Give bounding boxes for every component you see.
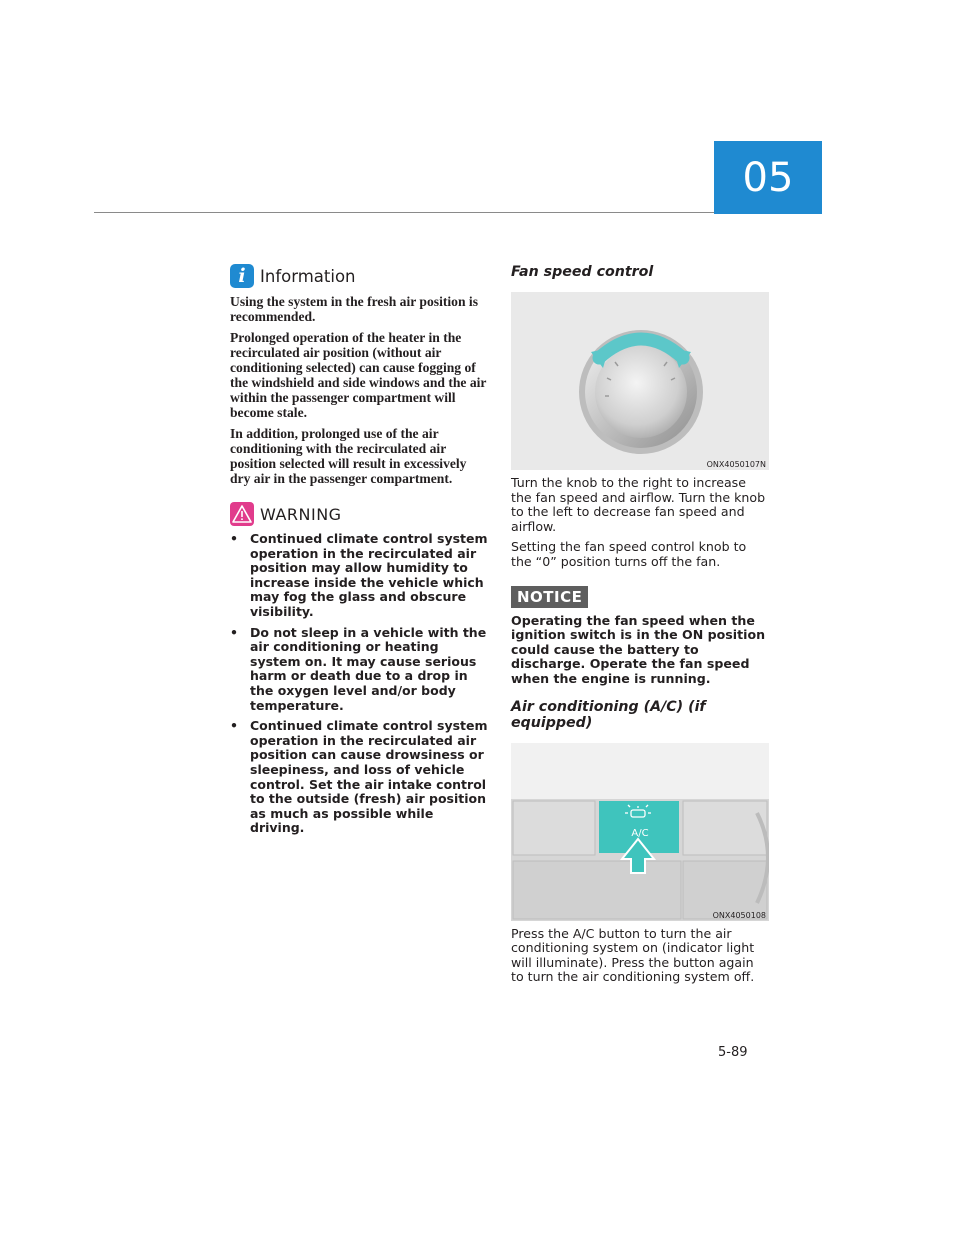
chapter-tab (714, 141, 822, 214)
information-title: Information (260, 266, 356, 286)
warning-header (230, 502, 488, 526)
ac-button-label: A/C (631, 827, 649, 839)
figure-code: ONX4050108 (712, 910, 766, 920)
warning-item: • Do not sleep in a vehicle with the air conditioning or heating system on. It may cause serious harm or death due to a drop in the oxygen level and/or body temperature. (230, 626, 488, 714)
warning-item: • Continued climate control system operation in the recirculated air position may allow humidity to increase inside the vehicle which may fog the glass and obscure visibility. (230, 532, 488, 620)
information-paragraph: Prolonged operation of the heater in the recirculated air position (without air conditioning selected) can cause fogging of the windshield and side windows and the air within the passenger compartment will become stale. (230, 330, 487, 420)
figure-code: ONX4050107N (706, 460, 766, 469)
warning-triangle-icon (230, 502, 254, 526)
warning-item: • Continued climate control system operation in the recirculated air position can cause drowsiness or sleepiness, and loss of vehicle control. Set the air intake control to the outside (fresh) air position as much as possible while driving. (230, 719, 488, 836)
fan-speed-paragraph: Setting the fan speed control knob to the “0” position turns off the fan. (511, 539, 747, 569)
chapter-number: 05 (742, 154, 794, 201)
info-icon: i (230, 264, 254, 288)
ac-button-figure (511, 743, 769, 921)
information-paragraph: In addition, prolonged use of the air conditioning with the recirculated air position selected will result in excessively dry air in the passenger compartment. (230, 426, 467, 486)
fan-speed-paragraph: Turn the knob to the right to increase the fan speed and airflow. Turn the knob to the left to decrease fan speed and airflow. (511, 475, 766, 534)
ac-paragraph: Press the A/C button to turn the air conditioning system on (indicator light will illuminate). Press the button again to turn the air conditioning system off. (511, 925, 755, 985)
fan-knob-figure (511, 292, 769, 470)
right-column (511, 264, 769, 991)
warning-title: WARNING (260, 504, 342, 524)
header-rule (94, 212, 714, 213)
notice-badge: NOTICE (511, 586, 588, 608)
warning-list (230, 532, 488, 836)
fan-speed-heading: Fan speed control (511, 264, 654, 280)
left-column (230, 264, 488, 842)
ac-heading: Air conditioning (A/C) (if equipped) (511, 698, 706, 731)
information-header (230, 264, 488, 288)
fan-knob-illustration (511, 292, 769, 470)
notice-text: Operating the fan speed when the ignition switch is in the ON position could cause the battery to discharge. Operate the fan speed when the engine is running. (511, 612, 766, 686)
page-number: 5-89 (718, 1045, 748, 1060)
information-paragraph: Using the system in the fresh air position is recommended. (230, 294, 478, 324)
